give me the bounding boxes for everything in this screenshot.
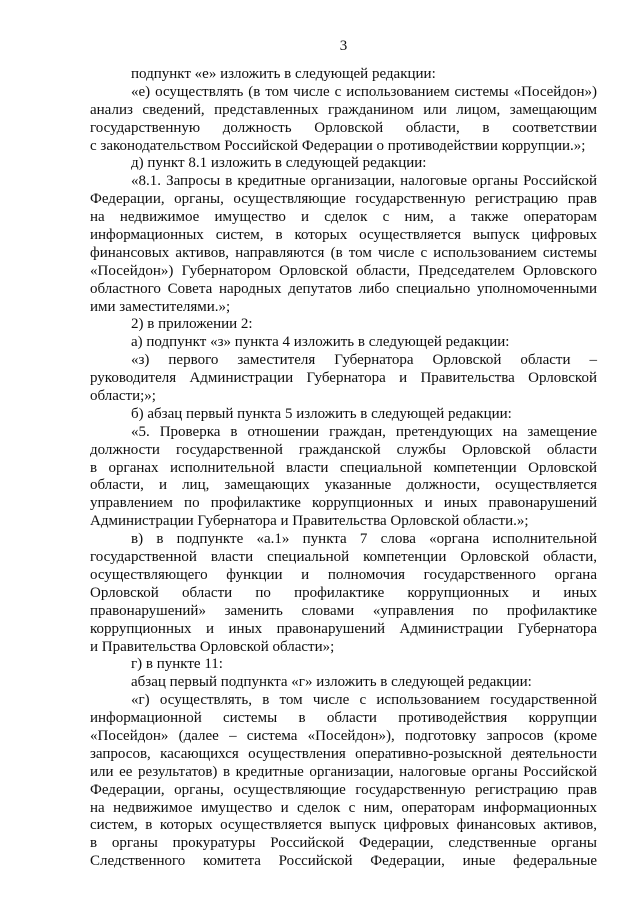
paragraph xyxy=(90,692,597,871)
text-line: Следственного комитета Российской Федерации, иные федеральные xyxy=(90,853,597,870)
text-line: Орловской области по профилактике коррупционных и иных xyxy=(90,584,597,601)
text-line: «г) осуществлять, в том числе с использованием государственной xyxy=(131,692,597,709)
text-line: правонарушений» заменить словами «управления по профилактике xyxy=(90,602,597,619)
text-line: в органах исполнительной власти специальной компетенции Орловской xyxy=(90,459,597,476)
text-line: области;»; xyxy=(90,388,156,405)
text-line: «5. Проверка в отношении граждан, претендующих на замещение xyxy=(131,423,597,440)
text-line: руководителя Администрации Губернатора и Правительства Орловской xyxy=(90,370,597,387)
text-line: должности государственной гражданской службы Орловской области xyxy=(90,441,597,458)
paragraph xyxy=(90,316,597,334)
text-line: на недвижимое имущество и сделок с ним, операторам информационных xyxy=(90,799,597,816)
text-line: «Посейдон» (далее – система «Посейдон»), подготовку запросов (кроме xyxy=(90,727,597,744)
paragraph xyxy=(90,656,597,674)
text-line: б) абзац первый пункта 5 изложить в следующей редакции: xyxy=(131,405,512,422)
text-line: информационной системы в области противодействия коррупции xyxy=(90,710,597,727)
text-line: государственной власти специальной компетенции Орловской области, xyxy=(90,549,597,566)
paragraph xyxy=(90,674,597,692)
text-line: «е) осуществлять (в том числе с использованием системы «Посейдон») xyxy=(131,83,597,100)
text-line: «8.1. Запросы в кредитные организации, налоговые органы Российской xyxy=(131,173,597,190)
paragraph xyxy=(90,531,597,656)
text-line: «Посейдон») Губернатором Орловской области, Председателем Орловского xyxy=(90,262,597,279)
text-line: управлением по профилактике коррупционных и иных правонарушений xyxy=(90,495,597,512)
text-line: Федерации, органы, осуществляющие государственную регистрацию прав xyxy=(90,191,597,208)
text-line: г) в пункте 11: xyxy=(131,656,223,673)
text-line: или ее результатов) в кредитные организации, налоговые органы Российской xyxy=(90,763,597,780)
text-line: Администрации Губернатора и Правительства Орловской области.»; xyxy=(90,513,529,530)
text-line: с законодательством Российской Федерации о противодействии коррупции.»; xyxy=(90,137,586,154)
text-line: анализ сведений, представленных гражданином или лицом, замещающим xyxy=(90,101,597,118)
text-line: подпункт «е» изложить в следующей редакции: xyxy=(131,66,436,82)
text-line: запросов, касающихся осуществления оперативно-розыскной деятельности xyxy=(90,745,597,762)
text-line: осуществляющего функции и полномочия государственного органа xyxy=(90,566,597,583)
paragraph xyxy=(90,424,597,531)
text-line: государственную должность Орловской области, в соответствии xyxy=(90,119,597,136)
text-line: областного Совета народных депутатов либо специально уполномоченными xyxy=(90,280,597,297)
text-line: Федерации, органы, осуществляющие государственную регистрацию прав xyxy=(90,781,597,798)
text-line: систем, в которых осуществляется выпуск цифровых финансовых активов, xyxy=(90,817,597,834)
paragraph xyxy=(90,334,597,352)
text-line: информационных систем, в которых осуществляется выпуск цифровых xyxy=(90,227,597,244)
paragraph xyxy=(90,84,597,156)
text-line: ими заместителями.»; xyxy=(90,298,231,315)
paragraph xyxy=(90,173,597,316)
text-line: в органы прокуратуры Российской Федерации, следственные органы xyxy=(90,835,597,852)
text-line: и Правительства Орловской области»; xyxy=(90,638,335,655)
paragraph xyxy=(90,155,597,173)
text-line: в) в подпункте «а.1» пункта 7 слова «органа исполнительной xyxy=(131,531,597,548)
document-body xyxy=(90,66,597,871)
text-line: финансовых активов, направляются (в том числе с использованием системы xyxy=(90,244,597,261)
text-line: а) подпункт «з» пункта 4 изложить в следующей редакции: xyxy=(131,334,510,351)
text-line: 2) в приложении 2: xyxy=(131,316,253,333)
paragraph xyxy=(90,406,597,424)
paragraph xyxy=(90,352,597,406)
text-line: «з) первого заместителя Губернатора Орловской области – xyxy=(131,352,597,369)
paragraph xyxy=(90,66,597,84)
text-line: на недвижимое имущество и сделок с ним, а также операторам xyxy=(90,209,597,226)
text-line: абзац первый подпункта «г» изложить в следующей редакции: xyxy=(131,674,532,691)
text-line: коррупционных и иных правонарушений Администрации Губернатора xyxy=(90,620,597,637)
text-line: области, и лиц, замещающих указанные должности, осуществляется xyxy=(90,477,597,494)
text-line: д) пункт 8.1 изложить в следующей редакции: xyxy=(131,155,427,172)
page-number: 3 xyxy=(339,38,348,54)
